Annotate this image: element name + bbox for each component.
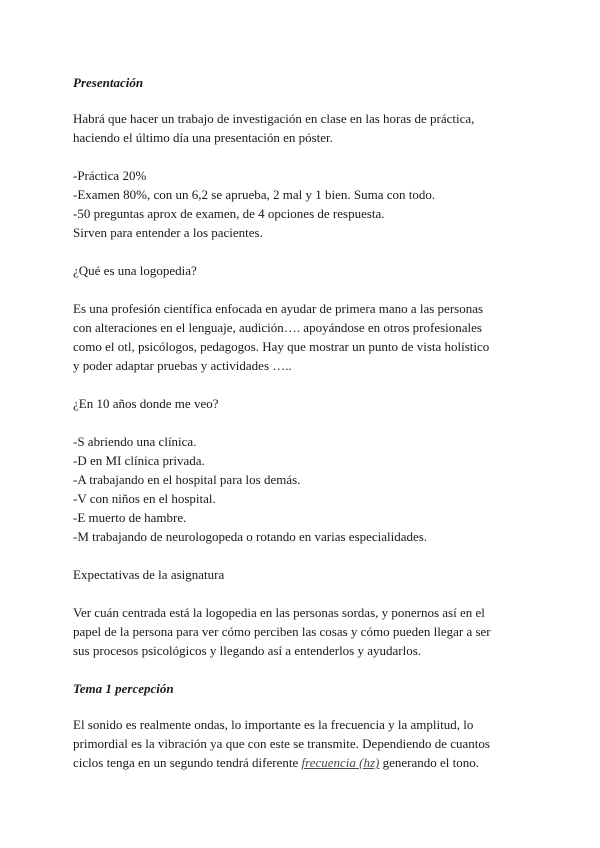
definition-line: como el otl, psicólogos, pedagogos. Hay que mostrar un punto de vista holístico: [73, 339, 490, 354]
grading-item: Sirven para entender a los pacientes.: [73, 225, 263, 240]
grading-list: [73, 166, 530, 242]
answer-item: -V con niños en el hospital.: [73, 491, 216, 506]
expectations-line: papel de la persona para ver cómo perciben las cosas y cómo pueden llegar a ser: [73, 624, 491, 639]
sound-line: El sonido es realmente ondas, lo importante es la frecuencia y la amplitud, lo: [73, 717, 474, 732]
grading-item: -50 preguntas aprox de examen, de 4 opciones de respuesta.: [73, 206, 385, 221]
answer-item: -A trabajando en el hospital para los demás.: [73, 472, 301, 487]
answer-item: -S abriendo una clínica.: [73, 434, 197, 449]
answer-item: -E muerto de hambre.: [73, 510, 187, 525]
sound-text: generando el tono.: [379, 755, 479, 770]
heading-tema-1: Tema 1 percepción: [73, 681, 174, 696]
expectations-paragraph: [73, 603, 530, 660]
definition-paragraph: [73, 299, 530, 375]
intro-paragraph: [73, 109, 530, 147]
definition-line: Es una profesión científica enfocada en ayudar de primera mano a las personas: [73, 301, 484, 316]
grading-item: -Examen 80%, con un 6,2 se aprueba, 2 mal y 1 bien. Suma con todo.: [73, 187, 436, 202]
sound-text: ciclos tenga en un segundo tendrá diferente: [73, 755, 302, 770]
expectations-line: Ver cuán centrada está la logopedia en las personas sordas, y ponernos así en el: [73, 605, 485, 620]
definition-line: y poder adaptar pruebas y actividades …..: [73, 358, 292, 373]
question-logopedia: ¿Qué es una logopedia?: [73, 263, 197, 278]
expectations-line: sus procesos psicológicos y llegando así a entenderlos y ayudarlos.: [73, 643, 422, 658]
intro-line: Habrá que hacer un trabajo de investigación en clase en las horas de práctica,: [73, 111, 475, 126]
answer-item: -D en MI clínica privada.: [73, 453, 205, 468]
grading-item: -Práctica 20%: [73, 168, 147, 183]
sound-line: [73, 753, 530, 772]
sound-paragraph: [73, 715, 530, 772]
expectations-title: Expectativas de la asignatura: [73, 567, 225, 582]
frecuencia-link[interactable]: frecuencia (hz): [301, 755, 380, 770]
heading-presentacion: Presentación: [73, 75, 144, 90]
intro-line: haciendo el último día una presentación en póster.: [73, 130, 333, 145]
definition-line: con alteraciones en el lenguaje, audición…. apoyándose en otros profesionales: [73, 320, 482, 335]
sound-line: primordial es la vibración ya que con este se transmite. Dependiendo de cuantos: [73, 736, 490, 751]
answer-item: -M trabajando de neurologopeda o rotando en varias especialidades.: [73, 529, 428, 544]
answers-list: [73, 432, 530, 546]
question-future: ¿En 10 años donde me veo?: [73, 396, 219, 411]
